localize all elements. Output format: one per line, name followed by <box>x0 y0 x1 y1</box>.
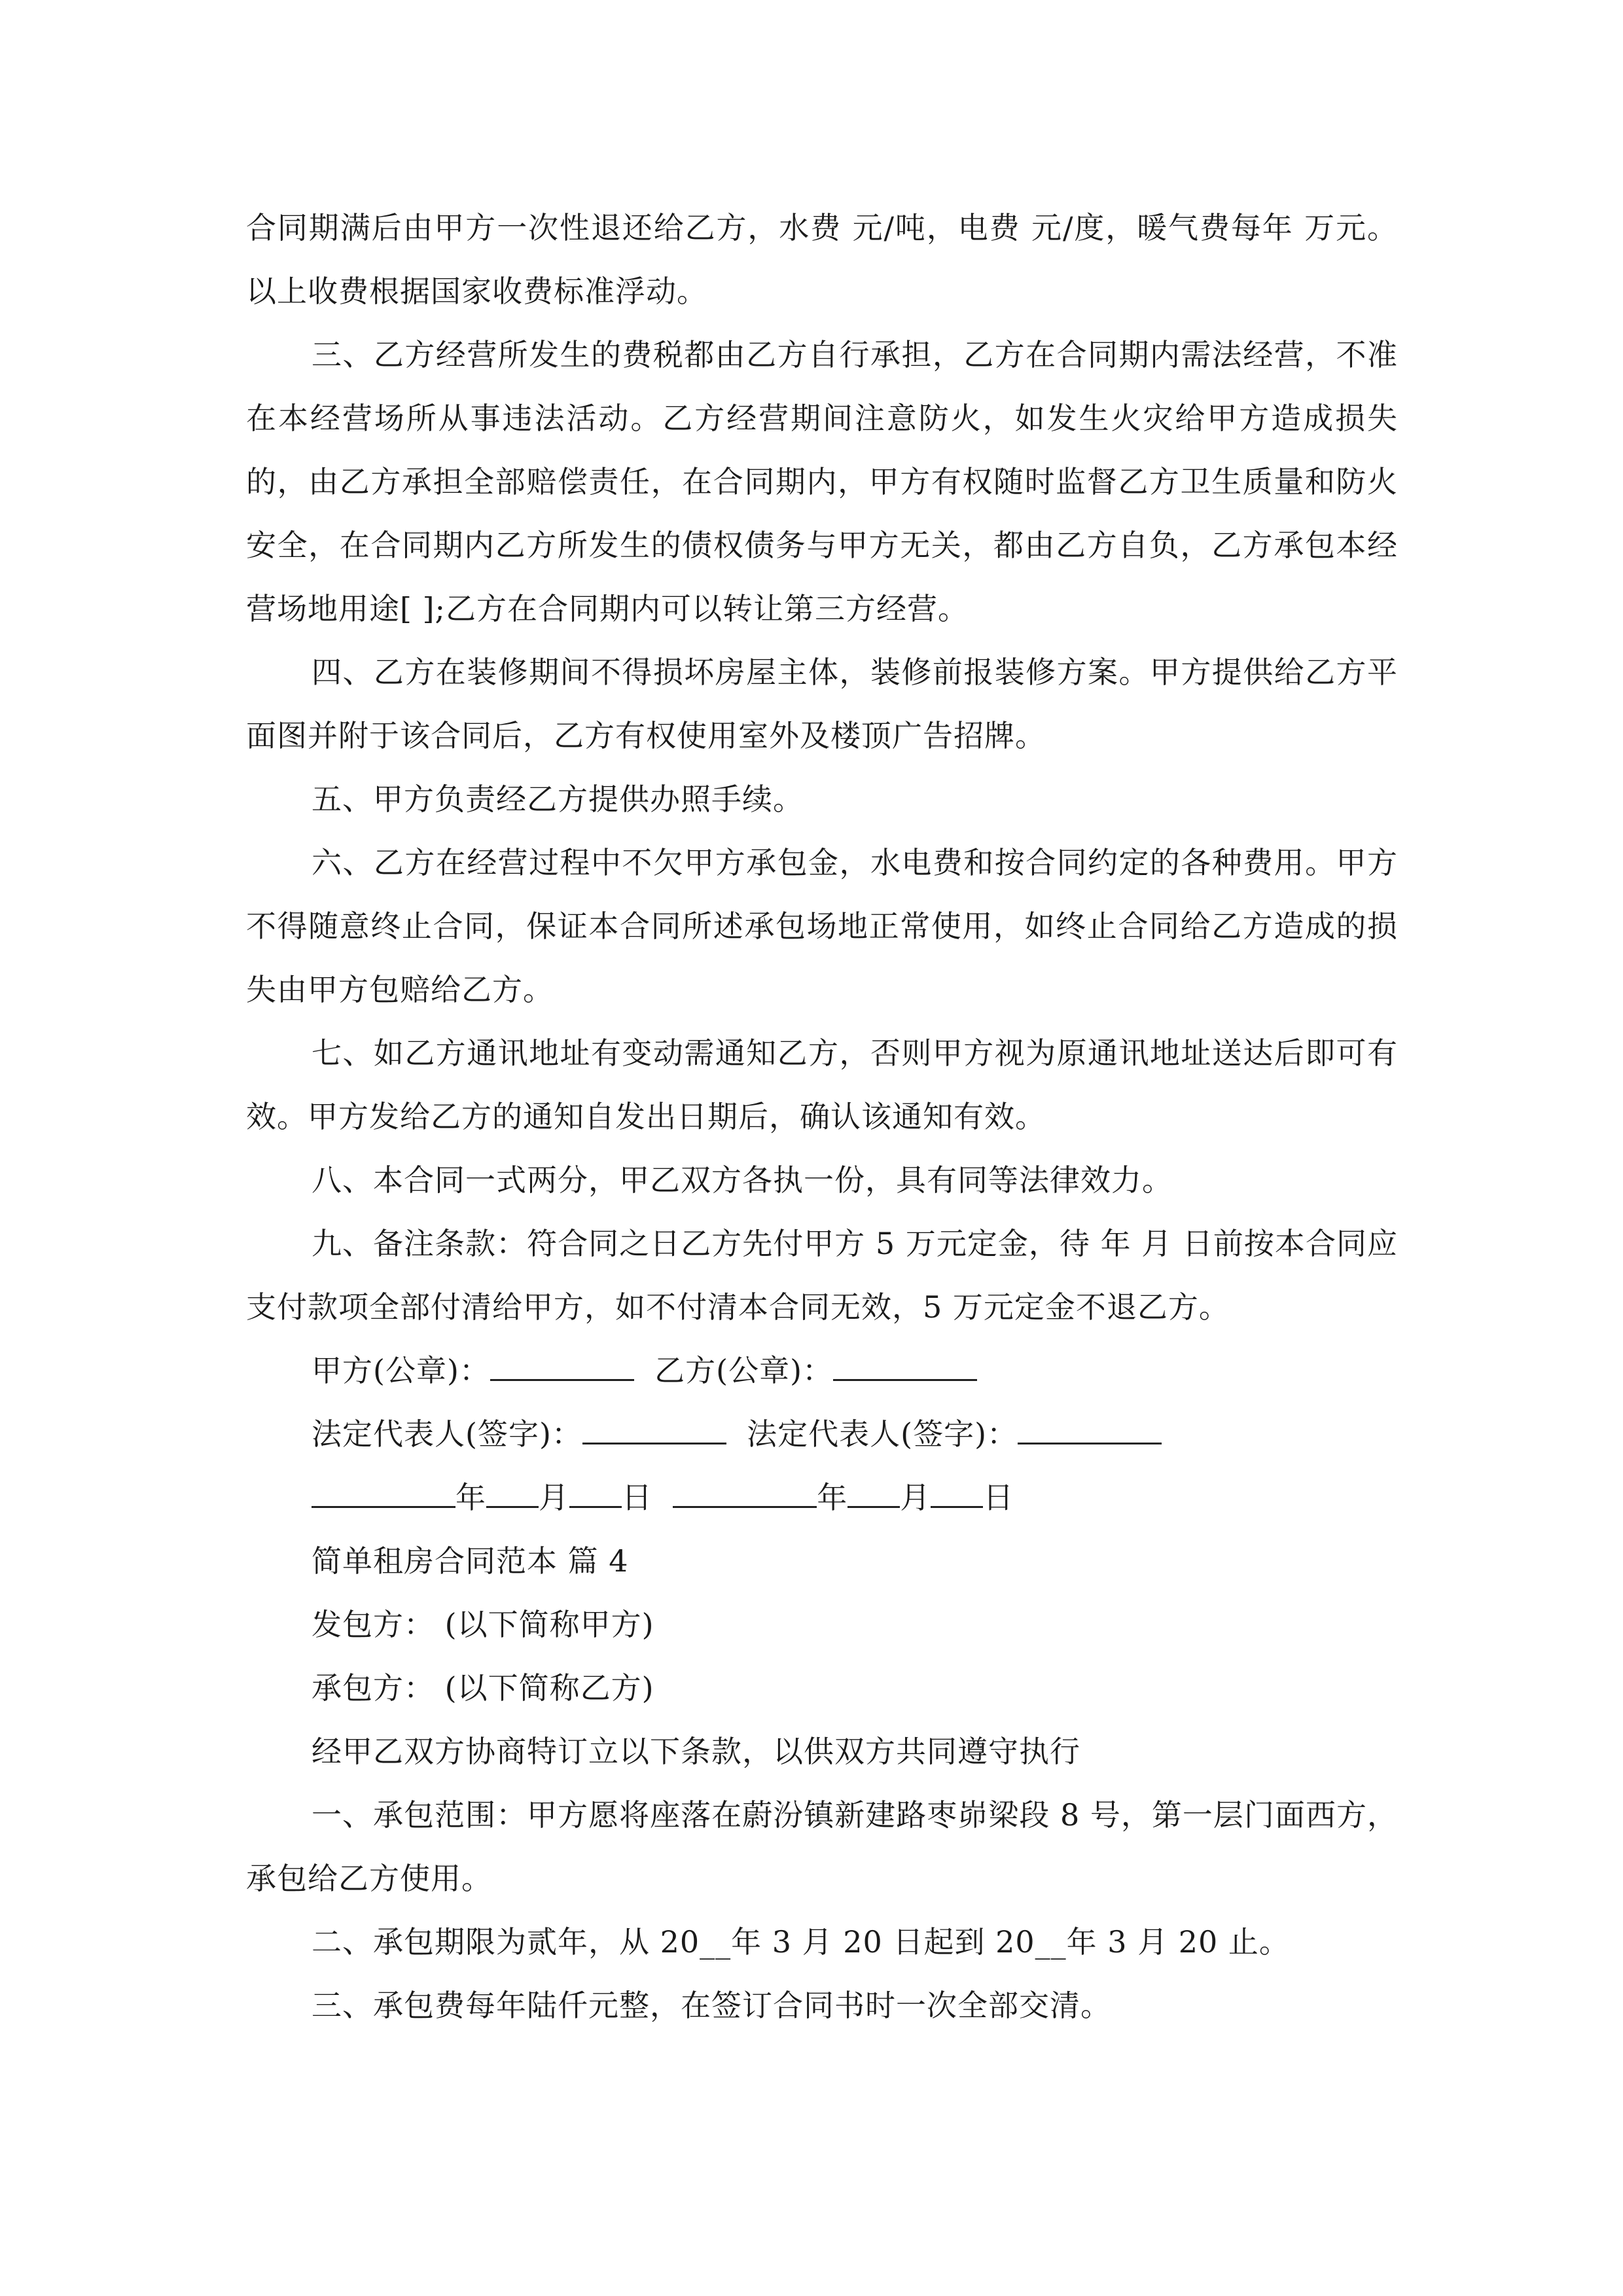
date-a-day: 日 <box>622 1480 652 1515</box>
rep-a-line <box>582 1436 726 1444</box>
party-b-seal-label: 乙方(公章)： <box>654 1353 834 1388</box>
date-b-month: 月 <box>900 1480 931 1515</box>
date-b-day: 日 <box>983 1480 1014 1515</box>
signature-seal-row <box>246 1339 1398 1403</box>
clause-6: 六、乙方在经营过程中不欠甲方承包金，水电费和按合同约定的各种费用。甲方不得随意终止合同，保证本合同所述承包场地正常使用，如终止合同给乙方造成的损失由甲方包赔给乙方。 <box>246 845 1398 1007</box>
clause-9: 九、备注条款：符合同之日乙方先付甲方 5 万元定金，待 年 月 日前按本合同应支付款项全部付清给甲方，如不付清本合同无效，5 万元定金不退乙方。 <box>246 1226 1398 1325</box>
party-b-seal-line <box>833 1372 977 1381</box>
date-a-year-line <box>312 1499 455 1508</box>
party-a-seal-line <box>490 1372 634 1381</box>
section-title: 简单租房合同范本 篇 4 <box>312 1543 629 1579</box>
clause-7: 七、如乙方通讯地址有变动需通知乙方，否则甲方视为原通讯地址送达后即可有效。甲方发给乙方的通知自发出日期后，确认该通知有效。 <box>246 1035 1398 1134</box>
clause-5: 五、甲方负责经乙方提供办照手续。 <box>312 781 804 817</box>
clause-3: 三、乙方经营所发生的费税都由乙方自行承担，乙方在合同期内需法经营，不准在本经营场所从事违法活动。乙方经营期间注意防火，如发生火灾给甲方造成损失的，由乙方承担全部赔偿责任，在合同期内，甲方有权随时监督乙方卫生质量和防火安全，在合同期内乙方所发生的债权债务与甲方无关，都由乙方自负，乙方承包本经营场地用途[ ];乙方在合同期内可以转让第三方经营。 <box>246 337 1398 626</box>
paragraph-fees: 合同期满后由甲方一次性退还给乙方，水费 元/吨，电费 元/度，暖气费每年 万元。以上收费根据国家收费标准浮动。 <box>246 210 1398 309</box>
section4-clause-3: 三、承包费每年陆仟元整，在签订合同书时一次全部交清。 <box>312 1988 1111 2023</box>
signature-rep-row <box>246 1403 1398 1466</box>
section4-clause-1: 一、承包范围：甲方愿将座落在蔚汾镇新建路枣峁梁段 8 号，第一层门面西方，承包给乙方使用。 <box>246 1797 1398 1896</box>
date-b-year-line <box>673 1499 817 1508</box>
date-b-month-line <box>847 1499 900 1508</box>
date-b-day-line <box>931 1499 983 1508</box>
intro-line: 经甲乙双方协商特订立以下条款，以供双方共同遵守执行 <box>312 1734 1080 1769</box>
date-a-year: 年 <box>455 1480 486 1515</box>
rep-b-label: 法定代表人(签字)： <box>747 1416 1018 1452</box>
clause-4: 四、乙方在装修期间不得损坏房屋主体，装修前报装修方案。甲方提供给乙方平面图并附于该合同后，乙方有权使用室外及楼顶广告招牌。 <box>246 655 1398 753</box>
section4-clause-2: 二、承包期限为贰年，从 20__年 3 月 20 日起到 20__年 3 月 20 止。 <box>312 1924 1290 1960</box>
date-a-month-line <box>486 1499 539 1508</box>
date-b-year: 年 <box>817 1480 848 1515</box>
signature-date-row <box>246 1466 1398 1530</box>
rep-b-line <box>1018 1436 1162 1444</box>
document-body <box>246 196 1398 2037</box>
party-a-seal-label: 甲方(公章)： <box>312 1353 490 1388</box>
contractee-line: 承包方： (以下简称乙方) <box>312 1670 654 1706</box>
rep-a-label: 法定代表人(签字)： <box>312 1416 582 1452</box>
clause-8: 八、本合同一式两分，甲乙双方各执一份，具有同等法律效力。 <box>312 1162 1173 1198</box>
date-a-month: 月 <box>539 1480 569 1515</box>
contractor-line: 发包方： (以下简称甲方) <box>312 1607 654 1642</box>
date-a-day-line <box>569 1499 622 1508</box>
